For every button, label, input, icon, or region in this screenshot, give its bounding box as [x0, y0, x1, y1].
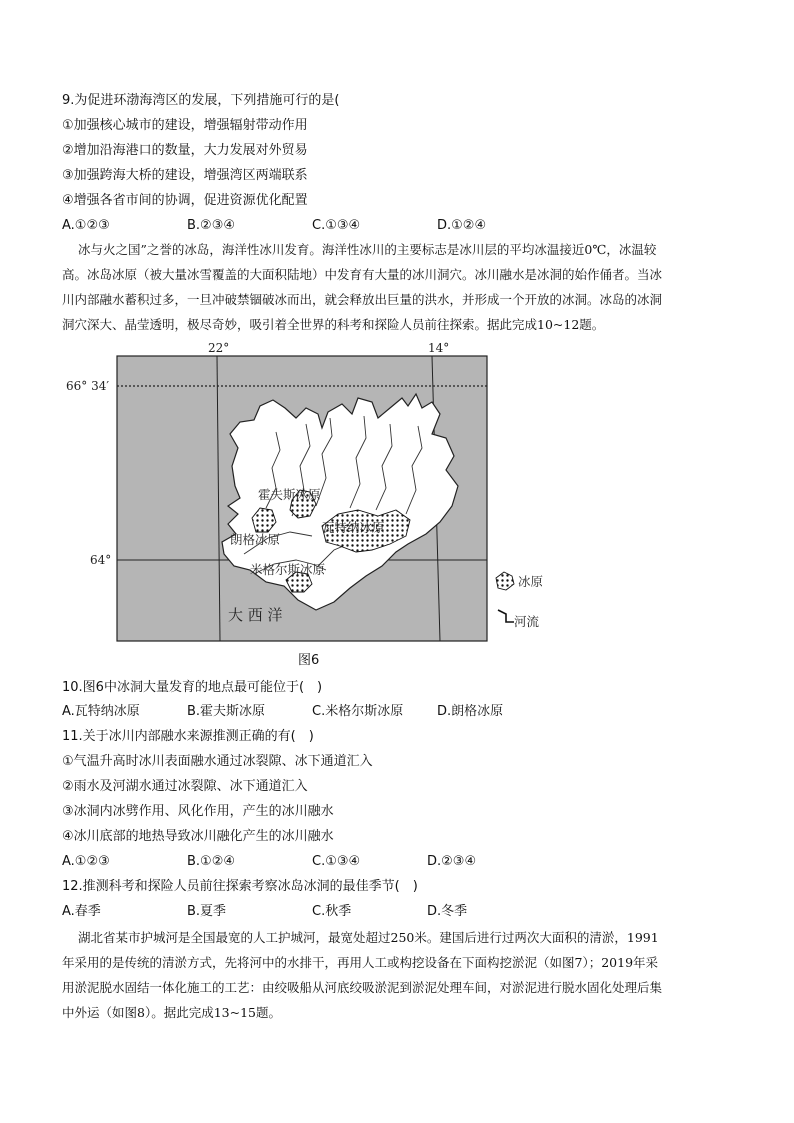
- q12-option-d: D.冬季: [427, 904, 468, 919]
- passage2-line-1: 湖北省某市护城河是全国最宽的人工护城河，最宽处超过250米。建国后进行过两次大面积的清淤，1991: [78, 930, 659, 945]
- q10-option-a: A.瓦特纳冰原: [62, 704, 140, 719]
- figure-6-caption: 图6: [298, 653, 320, 668]
- q12-option-a: A.春季: [62, 904, 101, 919]
- q11-item-2: ②雨水及河湖水通过冰裂隙、冰下通道汇入: [62, 779, 308, 794]
- label-vatnajokull: 瓦特纳冰原: [322, 520, 385, 535]
- passage1-line-1: 冰与火之国”之誉的冰岛，海洋性冰川发育。海洋性冰川的主要标志是冰川层的平均冰温接近0℃，冰温较: [78, 242, 657, 257]
- q9-option-a: A.①②③: [62, 218, 110, 233]
- q10-option-b: B.霍夫斯冰原: [187, 704, 266, 719]
- q11-option-b: B.①②④: [187, 854, 236, 869]
- q9-item-3: ③加强跨海大桥的建设，增强湾区两端联系: [62, 168, 308, 183]
- label-myrdalsjokull: 米格尔斯冰原: [250, 562, 326, 577]
- q9-item-2: ②增加沿海港口的数量，大力发展对外贸易: [62, 143, 308, 158]
- q12-option-c: C.秋季: [312, 904, 352, 919]
- q10-option-d: D.朗格冰原: [437, 704, 504, 719]
- passage1-line-4: 洞穴深大、晶莹透明，极尽奇妙，吸引着全世界的科考和探险人员前往探索。据此完成10~12题。: [62, 317, 605, 332]
- q9-item-1: ①加强核心城市的建设，增强辐射带动作用: [62, 118, 308, 133]
- legend-glacier-label: 冰原: [518, 574, 544, 589]
- iceland-map: [60, 338, 550, 648]
- ocean-label: 大 西 洋: [228, 606, 283, 624]
- passage2-line-2: 年采用的是传统的清淤方式，先将河中的水排干，再用人工或构挖设备在下面构挖淤泥（如图7）；2019年采: [62, 955, 659, 970]
- label-hofsjokull: 霍夫斯冰原: [258, 487, 321, 502]
- q11-item-3: ③冰洞内冰劈作用、风化作用，产生的冰川融水: [62, 804, 334, 819]
- q10-option-c: C.米格尔斯冰原: [312, 704, 404, 719]
- legend-river-icon: [498, 610, 514, 622]
- passage2-line-3: 用淤泥脱水固结一体化施工的工艺：由绞吸船从河底绞吸淤泥到淤泥处理车间，对淤泥进行脱水固化处理后集: [62, 980, 663, 995]
- label-langjokull: 朗格冰原: [230, 532, 281, 547]
- q11-option-d: D.②③④: [427, 854, 477, 869]
- passage1-line-2: 高。冰岛冰原（被大量冰雪覆盖的大面积陆地）中发育有大量的冰川洞穴。冰川融水是冰洞的始作俑者。当冰: [62, 267, 663, 282]
- q9-option-b: B.②③④: [187, 218, 236, 233]
- longitude-14-label: 14°: [428, 341, 450, 355]
- legend-river-label: 河流: [514, 614, 540, 629]
- q9-option-d: D.①②④: [437, 218, 487, 233]
- q11-option-c: C.①③④: [312, 854, 361, 869]
- legend-glacier-icon: [496, 572, 514, 590]
- q11-option-a: A.①②③: [62, 854, 110, 869]
- q10-stem: 10.图6中冰洞大量发育的地点最可能位于( ): [62, 680, 323, 695]
- latitude-66-label: 66° 34′: [66, 379, 110, 393]
- q11-stem: 11.关于冰川内部融水来源推测正确的有( ): [62, 729, 314, 744]
- q11-item-4: ④冰川底部的地热导致冰川融化产生的冰川融水: [62, 829, 334, 844]
- q11-item-1: ①气温升高时冰川表面融水通过冰裂隙、冰下通道汇入: [62, 754, 373, 769]
- q12-stem: 12.推测科考和探险人员前往探索考察冰岛冰洞的最佳季节( ): [62, 879, 418, 894]
- q9-stem: 9.为促进环渤海湾区的发展，下列措施可行的是(: [62, 93, 340, 108]
- q9-item-4: ④增强各省市间的协调，促进资源优化配置: [62, 193, 308, 208]
- latitude-64-label: 64°: [90, 553, 112, 567]
- q12-option-b: B.夏季: [187, 904, 227, 919]
- passage1-line-3: 川内部融水蓄积过多，一旦冲破禁锢破冰而出，就会释放出巨量的洪水，并形成一个开放的冰洞。冰岛的冰洞: [62, 292, 663, 307]
- passage2-line-4: 中外运（如图8）。据此完成13~15题。: [62, 1005, 281, 1020]
- longitude-22-label: 22°: [208, 341, 230, 355]
- q9-option-c: C.①③④: [312, 218, 361, 233]
